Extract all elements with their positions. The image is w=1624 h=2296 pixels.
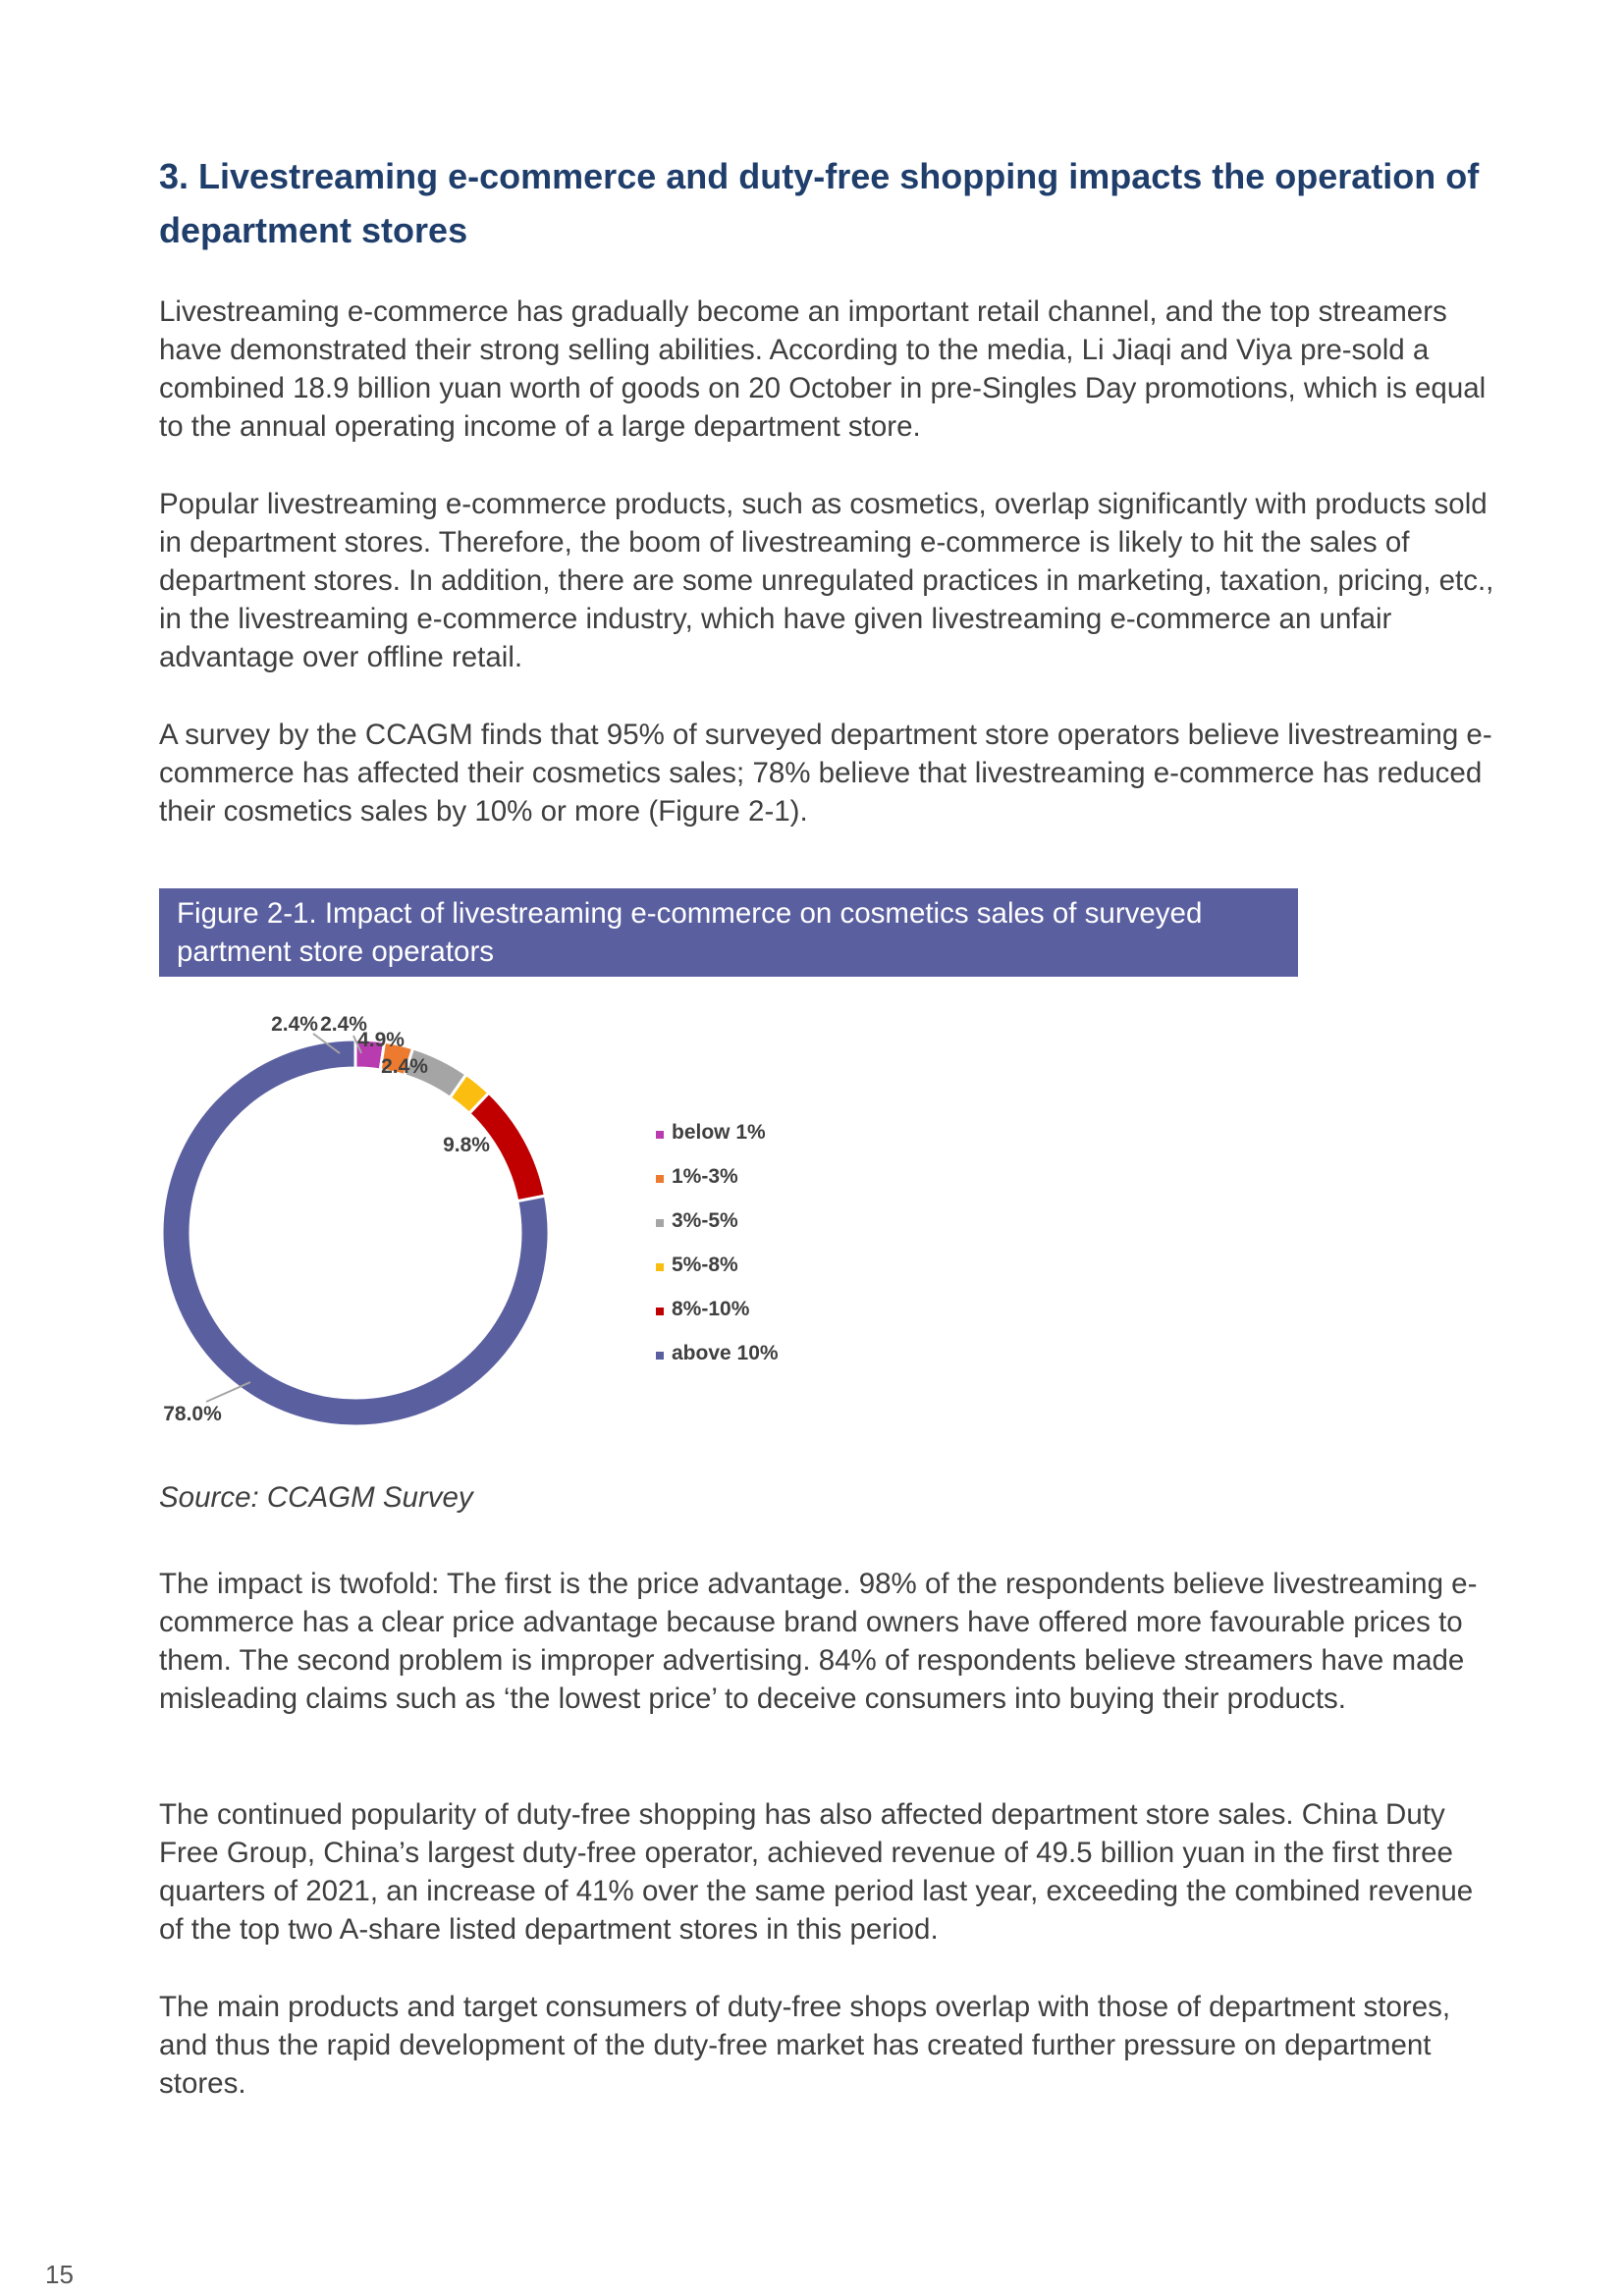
- legend-label: above 10%: [672, 1342, 779, 1364]
- donut-chart-svg: [147, 996, 854, 1458]
- section-title: 3. Livestreaming e-commerce and duty-free shopping impacts the operation of department stores: [159, 156, 1480, 250]
- legend-label: 3%-5%: [672, 1209, 738, 1232]
- legend-label: 1%-3%: [672, 1165, 738, 1188]
- data-label: 9.8%: [443, 1134, 490, 1156]
- legend-label: below 1%: [672, 1121, 766, 1144]
- paragraph: The impact is twofold: The first is the price advantage. 98% of the respondents believe livestreaming e-commerce has a clear price advantage because brand owners have offered more favourable prices to them. The second problem is improper advertising. 84% of respondents believe streamers have made misleading claims such as ‘the lowest price’ to deceive consumers into buying their products.: [159, 1568, 1478, 1715]
- paragraph: Popular livestreaming e-commerce products, such as cosmetics, overlap significantly with products sold in department stores. Therefore, the boom of livestreaming e-commerce is likely to hit the sales of department stores. In addition, there are some unregulated practices in marketing, taxation, pricing, etc., in the livestreaming e-commerce industry, which have given livestreaming e-commerce an unfair advantage over offline retail.: [159, 488, 1494, 673]
- donut-chart: [147, 996, 854, 1458]
- legend-swatch: [656, 1308, 664, 1315]
- data-label: 78.0%: [163, 1403, 222, 1425]
- paragraph: The main products and target consumers of duty-free shops overlap with those of department stores, and thus the rapid development of the duty-free market has created further pressure on department stores.: [159, 1991, 1451, 2100]
- legend-swatch: [656, 1352, 664, 1360]
- paragraph: Livestreaming e-commerce has gradually become an important retail channel, and the top streamers have demonstrated their strong selling abilities. According to the media, Li Jiaqi and Viya pre-sold a combined 18.9 billion yuan worth of goods on 20 October in pre-Singles Day promotions, which is equal to the annual operating income of a large department store.: [159, 295, 1487, 443]
- figure-source: Source: CCAGM Survey: [159, 1481, 473, 1514]
- paragraph: A survey by the CCAGM finds that 95% of surveyed department store operators believe livestreaming e-commerce has affected their cosmetics sales; 78% believe that livestreaming e-commerce has reduced their cosmetics sales by 10% or more (Figure 2-1).: [159, 719, 1492, 828]
- legend-swatch: [656, 1175, 664, 1183]
- legend-label: 8%-10%: [672, 1298, 750, 1320]
- legend-label: 5%-8%: [672, 1254, 738, 1276]
- data-label: 2.4%: [271, 1013, 318, 1036]
- data-label: 2.4%: [320, 1013, 367, 1036]
- figure-caption: Figure 2-1. Impact of livestreaming e-commerce on cosmetics sales of surveyed partment store operators: [159, 888, 1298, 977]
- legend-swatch: [656, 1131, 664, 1139]
- legend-swatch: [656, 1263, 664, 1271]
- paragraph: The continued popularity of duty-free shopping has also affected department store sales. China Duty Free Group, China’s largest duty-free operator, achieved revenue of 49.5 billion yuan in the first three quarters of 2021, an increase of 41% over the same period last year, exceeding the combined revenue of the top two A-share listed department stores in this period.: [159, 1798, 1474, 1946]
- legend-swatch: [656, 1219, 664, 1227]
- data-label: 4.9%: [357, 1029, 405, 1051]
- data-label: 2.4%: [381, 1055, 428, 1078]
- page-number: 15: [45, 2260, 74, 2289]
